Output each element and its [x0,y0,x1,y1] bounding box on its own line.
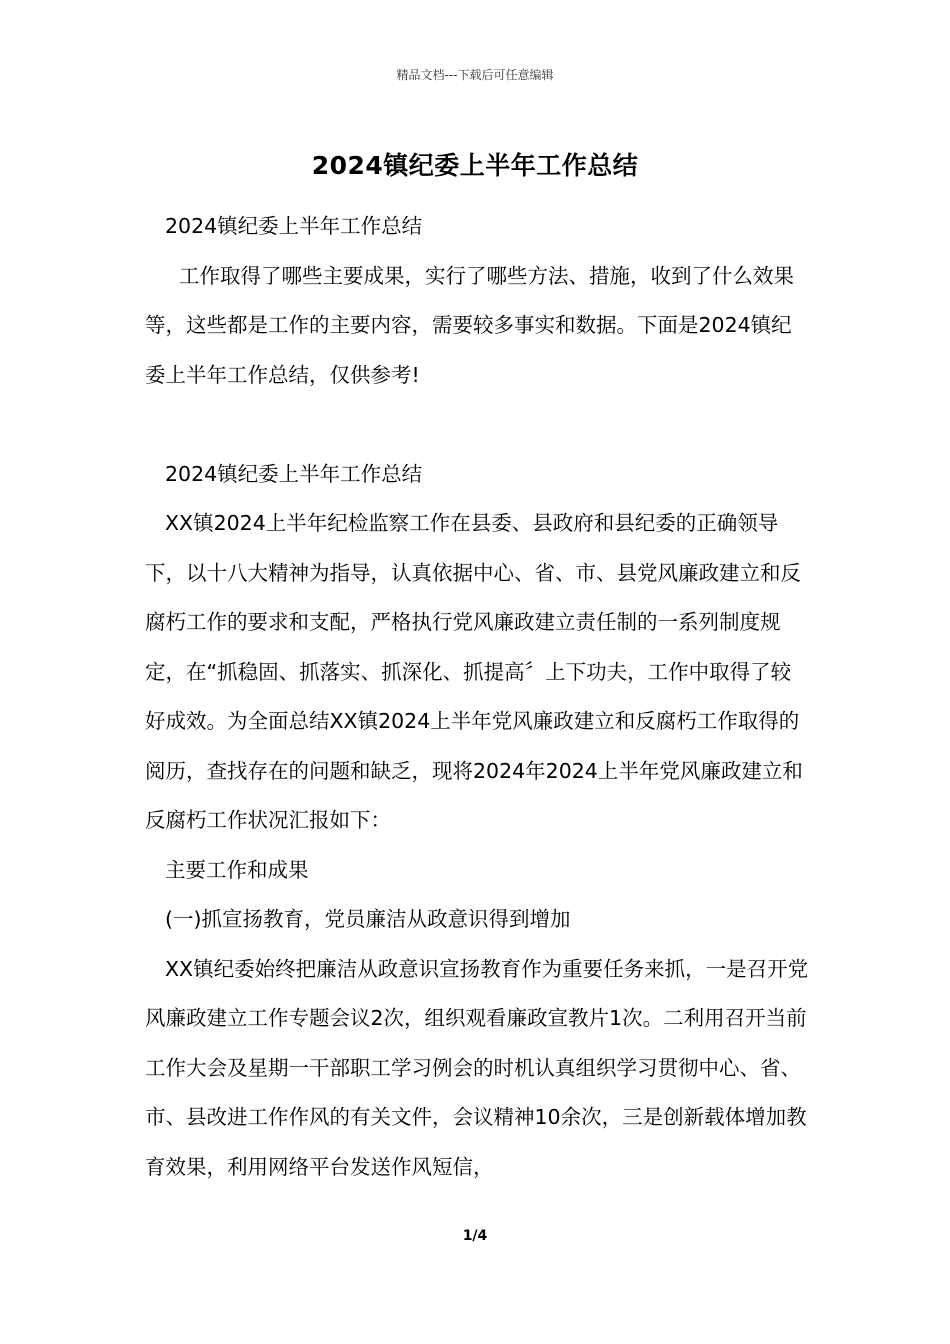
overview-paragraph: XX镇2024上半年纪检监察工作在县委、县政府和县纪委的正确领导下，以十八大精神为指导，认真依据中心、省、市、县党风廉政建立和反腐朽工作的要求和支配，严格执行党风廉政建立责任制的一系列制度规定，在“抓稳固、抓落实、抓深化、抓提高〞上下功夫，工作中取得了较好成效。为全面总结XX镇2024上半年党风廉政建立和反腐朽工作取得的阅历，查找存在的问题和缺乏，现将2024年2024上半年党风廉政建立和反腐朽工作状况汇报如下： [145,511,803,832]
page-number: 1/4 [462,1228,488,1244]
document-title: 2024镇纪委上半年工作总结 [311,151,639,180]
document-body [145,202,810,1192]
section-title-paragraph: 2024镇纪委上半年工作总结 [165,461,423,486]
paragraph-spacer [145,400,810,450]
subsection-heading: (一)抓宣扬教育，党员廉洁从政意识得到增加 [165,907,571,931]
main-results-heading: 主要工作和成果 [165,857,309,882]
header-note: 精品文档---下载后可任意编辑 [396,68,554,82]
education-paragraph: XX镇纪委始终把廉洁从政意识宣扬教育作为重要任务来抓，一是召开党风廉政建立工作专题会议2次，组织观看廉政宣教片1次。二利用召开当前工作大会及星期一干部职工学习例会的时机认真组织学习贯彻中心、省、市、县改进工作作风的有关文件，会议精神10余次，三是创新载体增加教育效果，利用网络平台发送作风短信， [145,956,809,1179]
subtitle-paragraph: 2024镇纪委上半年工作总结 [165,214,423,238]
intro-paragraph: 工作取得了哪些主要成果，实行了哪些方法、措施，收到了什么效果等，这些都是工作的主要内容，需要较多事实和数据。下面是2024镇纪委上半年工作总结，仅供参考! [145,263,794,387]
